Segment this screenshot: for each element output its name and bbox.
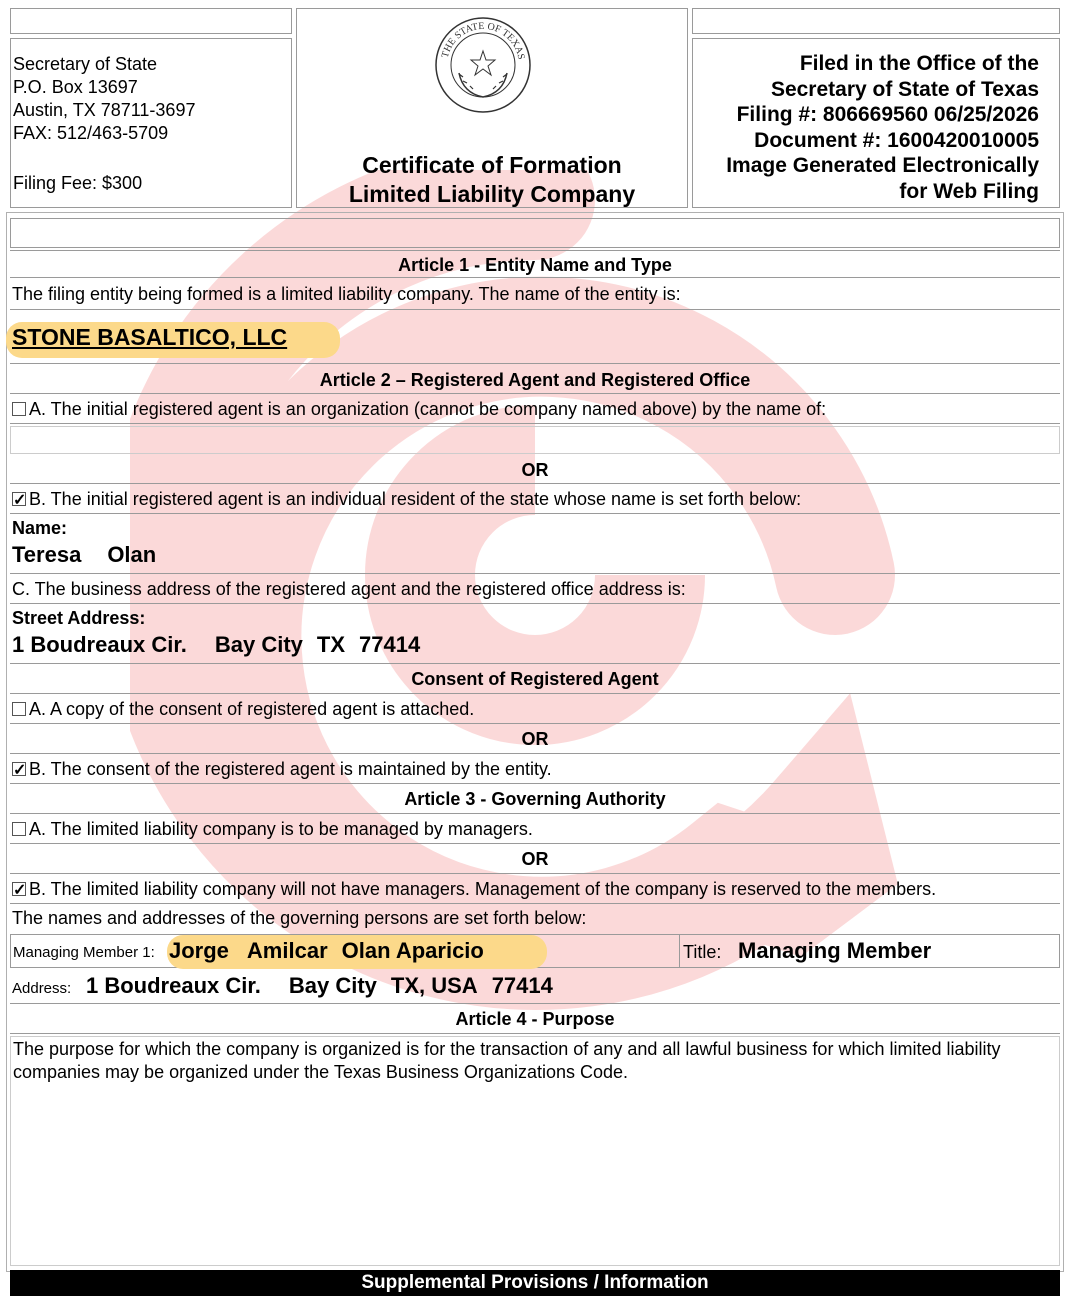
- member-zip: 77414: [491, 973, 553, 998]
- title-line-2: Limited Liability Company: [348, 181, 636, 207]
- article-4-heading: Article 4 - Purpose: [10, 1006, 1060, 1034]
- agent-option-a-checkbox[interactable]: [12, 402, 26, 416]
- header-blank-right: [692, 8, 1060, 34]
- sos-address-box: [10, 38, 292, 208]
- agent-street-address: [12, 632, 420, 658]
- consent-option-b-checkbox[interactable]: [12, 762, 26, 776]
- article-1-heading: Article 1 - Entity Name and Type: [10, 250, 1060, 278]
- member-address-label: Address:: [12, 980, 72, 997]
- agent-address-row: [10, 606, 1060, 664]
- filed-line-6: for Web Filing: [899, 179, 1039, 203]
- governing-option-b: [10, 876, 1060, 904]
- consent-option-a: [10, 696, 1060, 724]
- governing-option-a: [10, 816, 1060, 844]
- article-3-heading: Article 3 - Governing Authority: [10, 786, 1060, 814]
- agent-organization-name-field: [10, 426, 1060, 454]
- agent-option-b: [10, 486, 1060, 514]
- governing-names-intro: The names and addresses of the governing persons are set forth below:: [12, 908, 587, 928]
- member-title-label: Title:: [683, 942, 722, 962]
- agent-option-c: C. The business address of the registered agent and the registered office address is:: [10, 576, 1060, 604]
- member-state: TX, USA: [390, 973, 478, 998]
- governing-option-a-checkbox[interactable]: [12, 822, 26, 836]
- blank-row-top: [10, 218, 1060, 248]
- filed-line-2: Secretary of State of Texas: [770, 77, 1039, 101]
- agent-option-b-label: B. The initial registered agent is an individual resident of the state whose name is set forth below:: [29, 489, 802, 509]
- sos-line-4: FAX: 512/463-5709: [13, 123, 169, 143]
- consent-option-b: [10, 756, 1060, 784]
- member-title-divider: [679, 935, 680, 967]
- header-blank-left: [10, 8, 292, 34]
- member-last-name: Olan Aparicio: [341, 938, 484, 963]
- governing-option-b-label: B. The limited liability company will not have managers. Management of the company is reserved to the members.: [29, 879, 937, 899]
- sos-line-3: Austin, TX 78711-3697: [13, 100, 196, 120]
- agent-option-a-label: A. The initial registered agent is an organization (cannot be company named above) by the name of:: [29, 399, 827, 419]
- entity-name-row: [10, 312, 1060, 364]
- agent-city: Bay City: [214, 632, 303, 657]
- agent-name-label: Name:: [12, 518, 68, 538]
- agent-first-name: Teresa: [12, 542, 82, 567]
- consent-option-b-label: B. The consent of the registered agent is maintained by the entity.: [29, 759, 552, 779]
- agent-name-row: [10, 516, 1060, 574]
- entity-name: STONE BASALTICO, LLC: [12, 324, 288, 350]
- agent-zip: 77414: [359, 632, 421, 657]
- article-4-purpose: The purpose for which the company is organized is for the transaction of any and all lawful business for which limited liability companies may be organized under the Texas Business Organizations Code.: [10, 1036, 1060, 1266]
- agent-option-b-checkbox[interactable]: [12, 492, 26, 506]
- member-label: Managing Member 1:: [13, 944, 155, 961]
- agent-street: 1 Boudreaux Cir.: [12, 632, 187, 657]
- filing-fee: Filing Fee: $300: [13, 173, 143, 193]
- consent-option-a-checkbox[interactable]: [12, 702, 26, 716]
- supplemental-provisions-bar: Supplemental Provisions / Information: [10, 1270, 1060, 1296]
- governing-or-separator: OR: [10, 846, 1060, 874]
- title-box: [296, 8, 688, 208]
- managing-member-row: [10, 934, 1060, 968]
- member-address: [86, 973, 553, 999]
- sos-line-2: P.O. Box 13697: [13, 77, 138, 97]
- filed-line-1: Filed in the Office of the: [799, 52, 1039, 75]
- document-number: Document #: 1600420010005: [754, 128, 1039, 152]
- agent-option-a: [10, 396, 1060, 424]
- member-name: [169, 938, 484, 964]
- member-street: 1 Boudreaux Cir.: [86, 973, 261, 998]
- agent-name: [12, 542, 156, 568]
- consent-heading: Consent of Registered Agent: [10, 666, 1060, 694]
- filing-number: Filing #: 806669560 06/25/2026: [736, 103, 1039, 126]
- member-first-name: Jorge: [169, 938, 229, 963]
- agent-or-separator: OR: [10, 456, 1060, 484]
- article-1-intro: The filing entity being formed is a limited liability company. The name of the entity is:: [10, 280, 1060, 310]
- governing-option-a-label: A. The limited liability company is to be managed by managers.: [29, 819, 533, 839]
- member-middle-name: Amilcar: [246, 938, 328, 963]
- sos-line-1: Secretary of State: [13, 54, 158, 74]
- consent-or-separator: OR: [10, 726, 1060, 754]
- seal-text: THE STATE OF TEXAS: [439, 20, 527, 61]
- agent-last-name: Olan: [107, 542, 157, 567]
- member-title-value: Managing Member: [738, 938, 932, 963]
- consent-option-a-label: A. A copy of the consent of registered agent is attached.: [29, 699, 475, 719]
- member-address-row: [10, 970, 1060, 1004]
- texas-seal-icon: [433, 15, 533, 115]
- filing-stamp-box: [692, 38, 1060, 208]
- agent-state: TX: [316, 632, 346, 657]
- article-2-heading: Article 2 – Registered Agent and Registered Office: [10, 366, 1060, 394]
- member-city: Bay City: [288, 973, 377, 998]
- street-address-label: Street Address:: [12, 608, 146, 628]
- filed-line-5: Image Generated Electronically: [726, 154, 1039, 177]
- title-line-1: Certificate of Formation: [362, 152, 622, 178]
- governing-option-b-checkbox[interactable]: [12, 882, 26, 896]
